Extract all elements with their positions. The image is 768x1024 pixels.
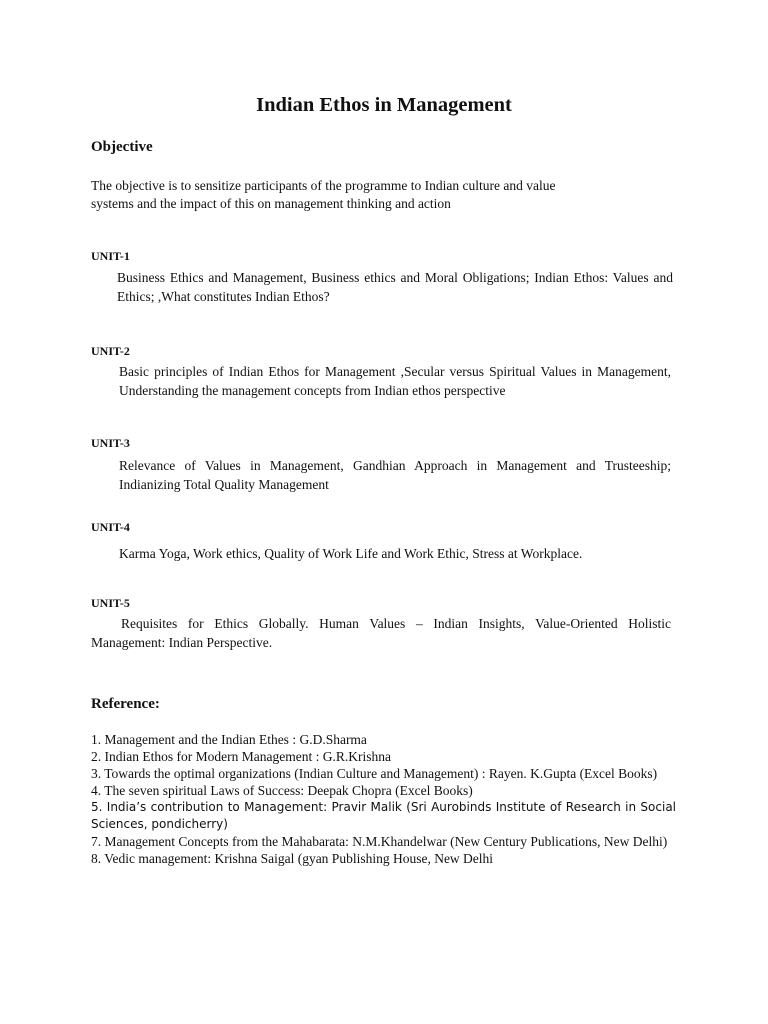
unit-4-heading: UNIT-4 bbox=[91, 520, 130, 534]
objective-text bbox=[91, 177, 691, 212]
reference-list bbox=[91, 731, 676, 867]
reference-item: 1. Management and the Indian Ethes : G.D.Sharma bbox=[91, 732, 367, 747]
reference-item: 5. India’s contribution to Management: Pravir Malik (Sri Aurobinds Institute of Research in Social Sciences, pondicherry) bbox=[91, 800, 676, 831]
reference-item: 3. Towards the optimal organizations (Indian Culture and Management) : Rayen. K.Gupta (Excel Books) bbox=[91, 766, 658, 781]
reference-heading: Reference: bbox=[91, 696, 160, 712]
unit-1-heading: UNIT-1 bbox=[91, 249, 130, 263]
unit-4-text: Karma Yoga, Work ethics, Quality of Work Life and Work Ethic, Stress at Workplace. bbox=[119, 546, 583, 561]
objective-heading: Objective bbox=[91, 139, 153, 155]
reference-item: 8. Vedic management: Krishna Saigal (gyan Publishing House, New Delhi bbox=[91, 851, 494, 866]
unit-2-text: Basic principles of Indian Ethos for Management ,Secular versus Spiritual Values in Management, Understanding the management concepts from Indian ethos perspective bbox=[119, 364, 671, 398]
reference-item: 7. Management Concepts from the Mahabarata: N.M.Khandelwar (New Century Publications, New Delhi) bbox=[91, 834, 668, 849]
reference-item: 4. The seven spiritual Laws of Success: Deepak Chopra (Excel Books) bbox=[91, 783, 473, 798]
objective-line-2: systems and the impact of this on management thinking and action bbox=[91, 195, 451, 211]
unit-3-heading: UNIT-3 bbox=[91, 436, 130, 450]
document-title: Indian Ethos in Management bbox=[256, 94, 512, 116]
unit-5-text: Requisites for Ethics Globally. Human Values – Indian Insights, Value-Oriented Holistic Management: Indian Perspective. bbox=[91, 616, 671, 650]
unit-5-heading: UNIT-5 bbox=[91, 596, 130, 610]
reference-item: 2. Indian Ethos for Modern Management : G.R.Krishna bbox=[91, 749, 391, 764]
objective-line-1: The objective is to sensitize participants of the programme to Indian culture and value bbox=[91, 178, 556, 193]
unit-2-heading: UNIT-2 bbox=[91, 344, 130, 358]
unit-1-text: Business Ethics and Management, Business ethics and Moral Obligations; Indian Ethos: Values and Ethics; ,What constitutes Indian Ethos? bbox=[117, 270, 673, 304]
unit-3-text: Relevance of Values in Management, Gandhian Approach in Management and Trusteeship; Indianizing Total Quality Management bbox=[119, 458, 671, 492]
